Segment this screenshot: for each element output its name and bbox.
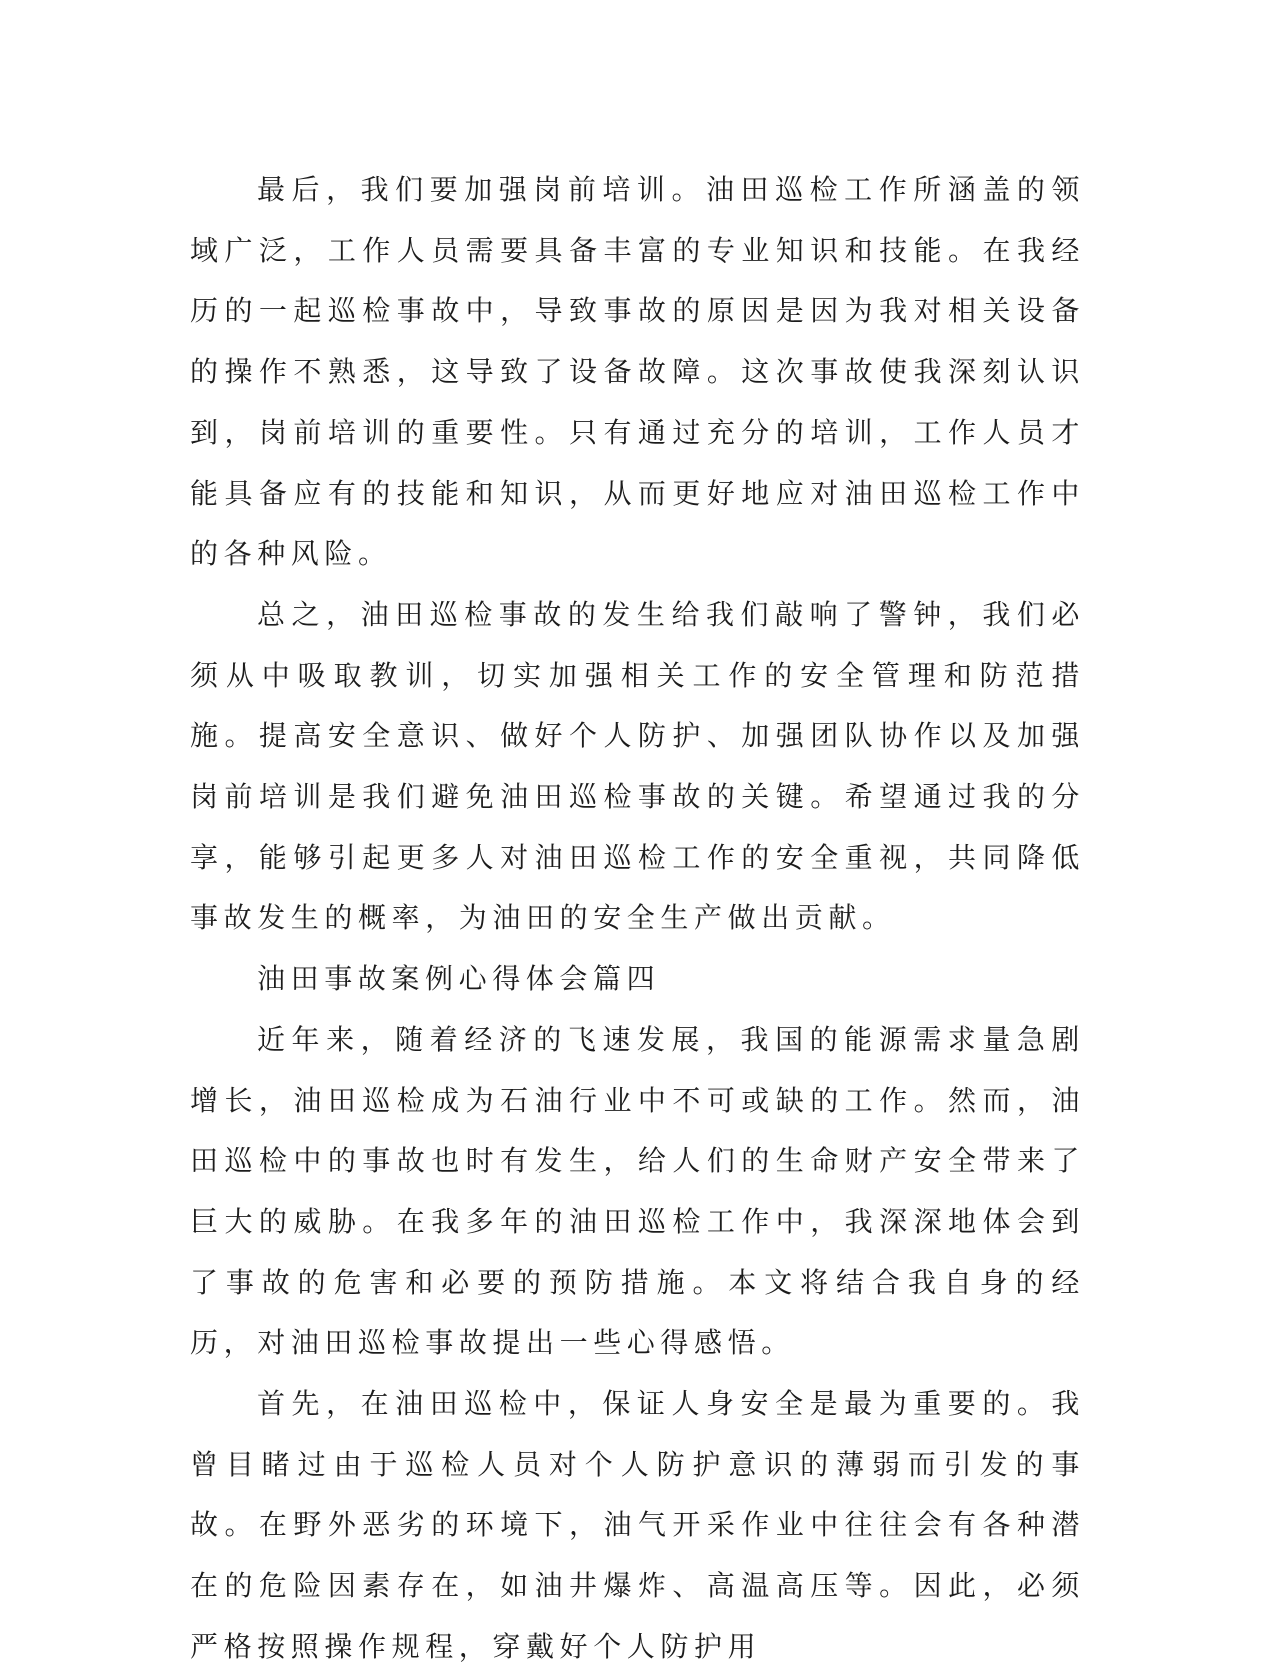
paragraph-training: 最后，我们要加强岗前培训。油田巡检工作所涵盖的领域广泛，工作人员需要具备丰富的专业知识和技能。在我经历的一起巡检事故中，导致事故的原因是因为我对相关设备的操作不熟悉，这导致了设备故障。这次事故使我深刻认识到，岗前培训的重要性。只有通过充分的培训，工作人员才能具备应有的技能和知识，从而更好地应对油田巡检工作中的各种风险。 — [190, 173, 1085, 571]
document-body — [190, 160, 1085, 1678]
paragraph-personal-safety: 首先，在油田巡检中，保证人身安全是最为重要的。我曾目睹过由于巡检人员对个人防护意识的薄弱而引发的事故。在野外恶劣的环境下，油气开采作业中往往会有各种潜在的危险因素存在，如油井爆炸、高温高压等。因此，必须严格按照操作规程，穿戴好个人防护用 — [190, 1387, 1085, 1663]
paragraph-introduction: 近年来，随着经济的飞速发展，我国的能源需求量急剧增长，油田巡检成为石油行业中不可或缺的工作。然而，油田巡检中的事故也时有发生，给人们的生命财产安全带来了巨大的威胁。在我多年的油田巡检工作中，我深深地体会到了事故的危害和必要的预防措施。本文将结合我自身的经历，对油田巡检事故提出一些心得感悟。 — [190, 1022, 1085, 1360]
section-heading: 油田事故案例心得体会篇四 — [257, 962, 661, 996]
paragraph-conclusion: 总之，油田巡检事故的发生给我们敲响了警钟，我们必须从中吸取教训，切实加强相关工作的安全管理和防范措施。提高安全意识、做好个人防护、加强团队协作以及加强岗前培训是我们避免油田巡检事故的关键。希望通过我的分享，能够引起更多人对油田巡检工作的安全重视，共同降低事故发生的概率，为油田的安全生产做出贡献。 — [190, 597, 1085, 935]
